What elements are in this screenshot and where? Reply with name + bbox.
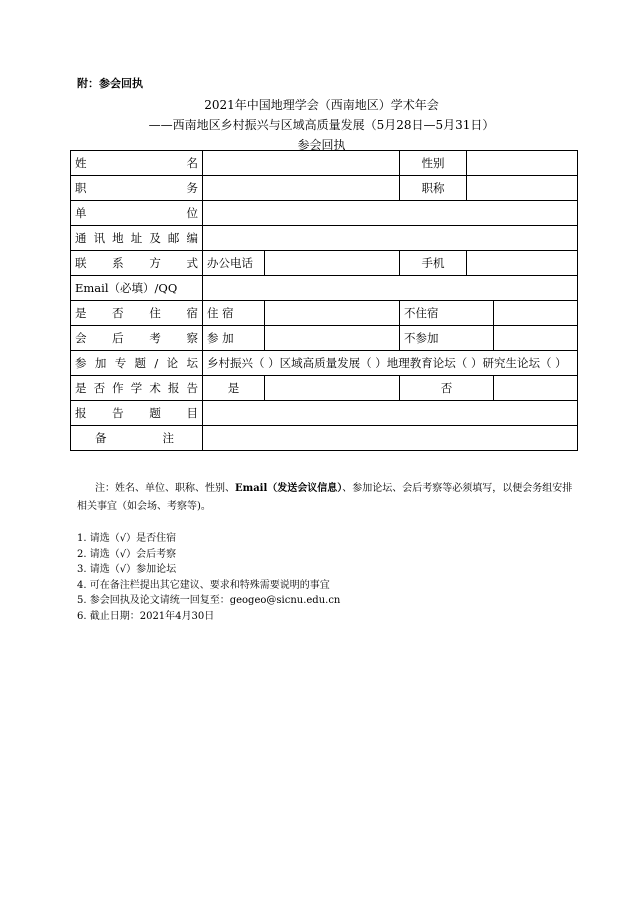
form-note [77, 480, 577, 516]
document-title: 2021年中国地理学会（西南地区）学术年会 [204, 98, 439, 112]
email-label: Email（必填）/QQ [71, 276, 203, 301]
report-yes-checkbox[interactable] [265, 376, 400, 401]
stay-option-label: 住 宿 [203, 301, 265, 326]
mobile-label: 手机 [400, 251, 467, 276]
instruction-item: 2. 请选（√）会后考察 [77, 548, 177, 560]
field-trip-label: 会后考察 [71, 326, 203, 351]
instruction-item: 6. 截止日期：2021年4月30日 [77, 610, 215, 622]
no-stay-checkbox[interactable] [494, 301, 578, 326]
report-label: 是否作学术报告 [71, 376, 203, 401]
accommodation-label: 是否住宿 [71, 301, 203, 326]
not-attend-checkbox[interactable] [494, 326, 578, 351]
unit-label: 单位 [71, 201, 203, 226]
contact-label: 联系方式 [71, 251, 203, 276]
remarks-label: 备注 [71, 426, 203, 451]
no-stay-option-label: 不住宿 [400, 301, 494, 326]
mobile-field[interactable] [467, 251, 578, 276]
instruction-item: 3. 请选（√）参加论坛 [77, 564, 177, 575]
instruction-item: 1. 请选（√）是否住宿 [77, 533, 177, 544]
gender-field[interactable] [467, 151, 578, 176]
title-field[interactable] [467, 176, 578, 201]
name-label: 姓名 [71, 151, 203, 176]
attachment-label: 附：参会回执 [77, 77, 143, 90]
note-bold: Email（发送会议信息） [235, 483, 343, 494]
name-field[interactable] [203, 151, 400, 176]
position-label: 职务 [71, 176, 203, 201]
forum-options[interactable]: 乡村振兴（ ）区域高质量发展（ ）地理教育论坛（ ）研究生论坛（ ） [203, 351, 578, 376]
forum-label: 参加专题/论坛 [71, 351, 203, 376]
note-suffix: 、参加论坛、会后考察等必须填写，以便会务组安排相关事宜（如会场、考察等)。 [77, 483, 573, 512]
address-label: 通讯地址及邮编 [71, 226, 203, 251]
report-title-label: 报告题目 [71, 401, 203, 426]
report-no-label: 否 [400, 376, 494, 401]
email-field[interactable] [203, 276, 578, 301]
address-field[interactable] [203, 226, 578, 251]
unit-field[interactable] [203, 201, 578, 226]
report-title-field[interactable] [203, 401, 578, 426]
note-prefix: 注：姓名、单位、职称、性别、 [95, 483, 235, 494]
attend-checkbox[interactable] [265, 326, 400, 351]
report-no-checkbox[interactable] [494, 376, 578, 401]
office-phone-label: 办公电话 [203, 251, 265, 276]
attend-option-label: 参 加 [203, 326, 265, 351]
instruction-item: 5. 参会回执及论文请统一回复至：geogeo@sicnu.edu.cn [77, 595, 341, 606]
not-attend-option-label: 不参加 [400, 326, 494, 351]
gender-label: 性别 [400, 151, 467, 176]
position-field[interactable] [203, 176, 400, 201]
instruction-list [77, 531, 340, 624]
title-label: 职称 [400, 176, 467, 201]
document-subtitle: ——西南地区乡村振兴与区域高质量发展（5月28日—5月31日） [148, 118, 495, 132]
form-title: 参会回执 [297, 138, 346, 152]
remarks-field[interactable] [203, 426, 578, 451]
office-phone-field[interactable] [265, 251, 400, 276]
registration-form [70, 150, 578, 451]
instruction-item: 4. 可在备注栏提出其它建议、要求和特殊需要说明的事宜 [77, 579, 330, 591]
report-yes-label: 是 [203, 376, 265, 401]
stay-checkbox[interactable] [265, 301, 400, 326]
